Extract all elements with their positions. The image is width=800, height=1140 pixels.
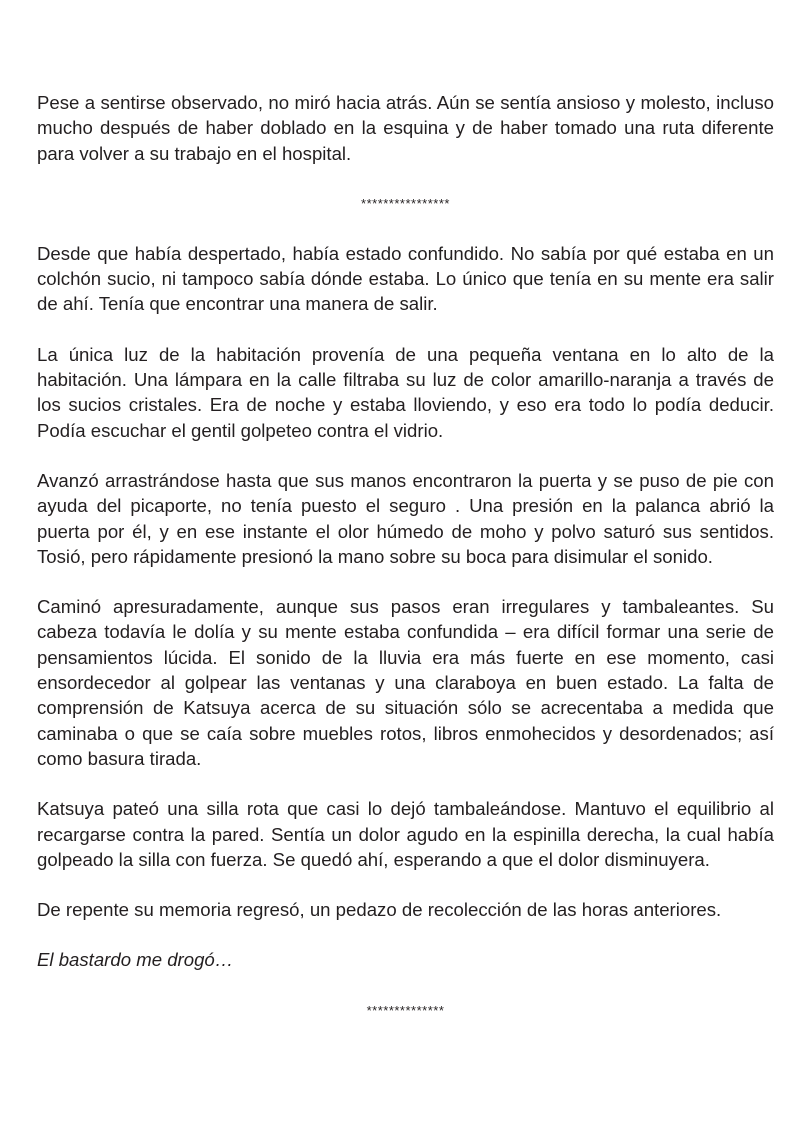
paragraph-7: De repente su memoria regresó, un pedazo de recolección de las horas anteriores. — [37, 899, 722, 921]
paragraph-2: Desde que había despertado, había estado confundido. No sabía por qué estaba en un colchón sucio, ni tampoco sabía dónde estaba. Lo único que tenía en su mente era salir de ahí. Tenía que encontrar una manera de salir. — [37, 242, 774, 315]
paragraph-5: Caminó apresuradamente, aunque sus pasos eran irregulares y tambaleantes. Su cabeza todavía le dolía y su mente estaba confundida – era difícil formar una serie de pensamientos lúcida. El sonido de la lluvia era más fuerte en ese momento, casi ensordecedor al golpear las ventanas y una claraboya en buen estado. La falta de comprensión de Katsuya acerca de su situación sólo se acrecentaba a medida que caminaba o que se caía sobre muebles rotos, libros enmohecidos y desordenados; así como basura tirada. — [37, 596, 774, 769]
italic-thought: El bastardo me drogó… — [37, 949, 234, 971]
paragraph-4: Avanzó arrastrándose hasta que sus manos encontraron la puerta y se puso de pie con ayuda del picaporte, no tenía puesto el seguro . Una presión en la palanca abrió la puerta por él, y en ese instante el olor húmedo de moho y polvo saturó sus sentidos. Tosió, pero rápidamente presionó la mano sobre su boca para disimular el sonido. — [37, 469, 774, 567]
document-page — [37, 90, 774, 1023]
paragraph-1: Pese a sentirse observado, no miró hacia atrás. Aún se sentía ansioso y molesto, incluso mucho después de haber doblado en la esquina y de haber tomado una ruta diferente para volver a su trabajo en el hospital. — [37, 92, 774, 164]
paragraph-3: La única luz de la habitación provenía de una pequeña ventana en lo alto de la habitación. Una lámpara en la calle filtraba su luz de color amarillo-naranja a través de los sucios cristales. Era de noche y estaba lloviendo, y eso era todo lo podía deducir. Podía escuchar el gentil golpeteo contra el vidrio. — [37, 343, 774, 441]
paragraph-6: Katsuya pateó una silla rota que casi lo dejó tambaleándose. Mantuvo el equilibrio al recargarse contra la pared. Sentía un dolor agudo en la espinilla derecha, la cual había golpeado la silla con fuerza. Se quedó ahí, esperando a que el dolor disminuyera. — [37, 798, 774, 870]
section-separator-2: ************** — [366, 1002, 445, 1018]
section-separator-1: **************** — [361, 195, 450, 211]
